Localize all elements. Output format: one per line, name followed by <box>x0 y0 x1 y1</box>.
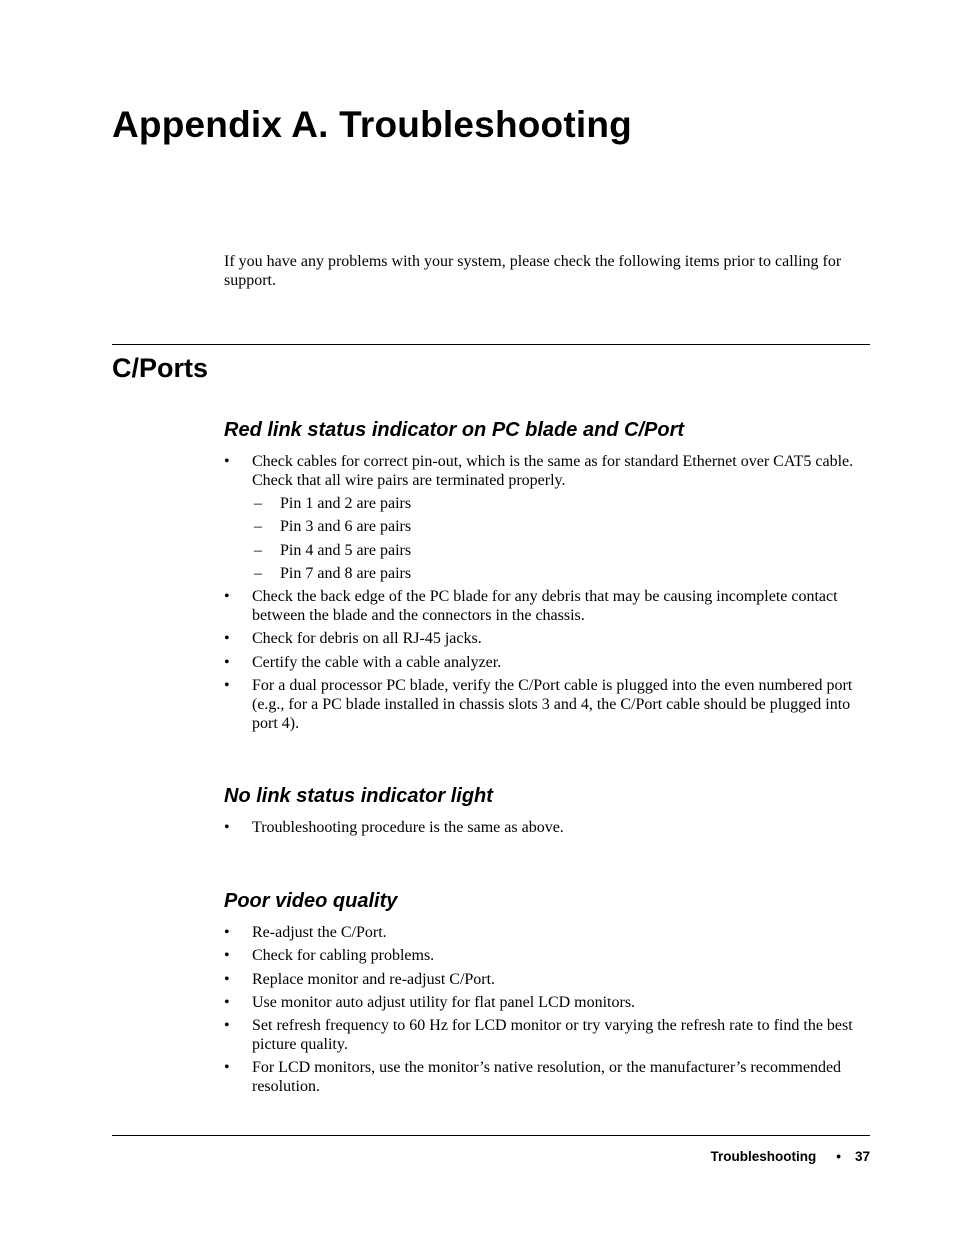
subsection-red-link <box>224 417 874 737</box>
sub-list-item <box>252 541 874 560</box>
list-item <box>224 452 874 583</box>
chapter-title: Appendix A. Troubleshooting <box>112 104 632 145</box>
bullet-marker: • <box>224 588 230 606</box>
subsection-title: Poor video quality <box>224 890 398 912</box>
sub-list-item-text: Pin 4 and 5 are pairs <box>280 541 412 559</box>
list-item-text: Check the back edge of the PC blade for any debris that may be causing incomplete contact between the blade and the connectors in the chassis. <box>252 588 838 625</box>
list-item-text: Set refresh frequency to 60 Hz for LCD monitor or try varying the refresh rate to find the best picture quality. <box>252 1017 853 1054</box>
bullet-marker: • <box>224 653 230 671</box>
list-item <box>224 1058 874 1096</box>
list-item <box>224 946 874 965</box>
subsection-poor-video <box>224 888 874 1101</box>
list-item-text: For a dual processor PC blade, verify the C/Port cable is plugged into the even numbered port (e.g., for a PC blade installed in chassis slots 3 and 4, the C/Port cable should be plugged into port 4). <box>252 677 853 733</box>
bullet-marker: • <box>224 1059 230 1077</box>
subsection-no-link <box>224 783 874 841</box>
sub-list-item-text: Pin 1 and 2 are pairs <box>280 495 412 512</box>
sub-list <box>252 494 874 583</box>
dash-marker: – <box>254 564 262 582</box>
list-item-text: Check for cabling problems. <box>252 947 435 965</box>
list-item <box>224 923 874 942</box>
dash-marker: – <box>254 541 262 559</box>
list-item-text: For LCD monitors, use the monitor’s native resolution, or the manufacturer’s recommended resolution. <box>252 1059 842 1096</box>
list-item-text: Use monitor auto adjust utility for flat panel LCD monitors. <box>252 993 636 1011</box>
list-item-text: Check cables for correct pin-out, which is the same as for standard Ethernet over CAT5 cable. Check that all wire pairs are terminated properly. <box>252 453 854 489</box>
list-item <box>224 1016 874 1054</box>
section-title: C/Ports <box>112 353 209 383</box>
bullet-list <box>224 818 874 837</box>
section-divider <box>112 344 870 345</box>
sub-list-item <box>252 494 874 513</box>
sub-list-item <box>252 517 874 536</box>
page-footer <box>710 1148 870 1166</box>
bullet-marker: • <box>224 1017 230 1035</box>
list-item <box>224 587 874 625</box>
sub-list-item-text: Pin 3 and 6 are pairs <box>280 518 412 536</box>
list-item <box>224 970 874 989</box>
page-number: 37 <box>854 1149 870 1164</box>
subsection-title: Red link status indicator on PC blade and C/Port <box>224 419 685 441</box>
list-item-text: Certify the cable with a cable analyzer. <box>252 653 502 671</box>
bullet-marker: • <box>224 819 230 836</box>
list-item-text: Re-adjust the C/Port. <box>252 924 387 941</box>
bullet-marker: • <box>224 453 230 470</box>
bullet-marker: • <box>224 924 230 941</box>
footer-divider <box>112 1135 870 1136</box>
dash-marker: – <box>254 495 262 512</box>
list-item <box>224 818 874 837</box>
list-item-text: Replace monitor and re-adjust C/Port. <box>252 970 496 988</box>
subsection-title: No link status indicator light <box>224 785 493 807</box>
bullet-marker: • <box>224 993 230 1011</box>
list-item <box>224 653 874 672</box>
list-item <box>224 676 874 733</box>
list-item-text: Troubleshooting procedure is the same as above. <box>252 819 564 836</box>
bullet-marker: • <box>224 677 230 695</box>
list-item <box>224 993 874 1012</box>
bullet-list <box>224 452 874 733</box>
bullet-marker: • <box>224 970 230 988</box>
bullet-marker: • <box>224 630 230 648</box>
footer-separator: • <box>836 1149 841 1164</box>
sub-list-item-text: Pin 7 and 8 are pairs <box>280 564 412 582</box>
bullet-list <box>224 923 874 1096</box>
sub-list-item <box>252 564 874 583</box>
list-item <box>224 629 874 648</box>
dash-marker: – <box>254 518 262 536</box>
list-item-text: Check for debris on all RJ-45 jacks. <box>252 630 482 648</box>
bullet-marker: • <box>224 947 230 965</box>
footer-label: Troubleshooting <box>710 1149 817 1164</box>
intro-paragraph: If you have any problems with your system, please check the following items prior to calling for support. <box>224 253 842 289</box>
